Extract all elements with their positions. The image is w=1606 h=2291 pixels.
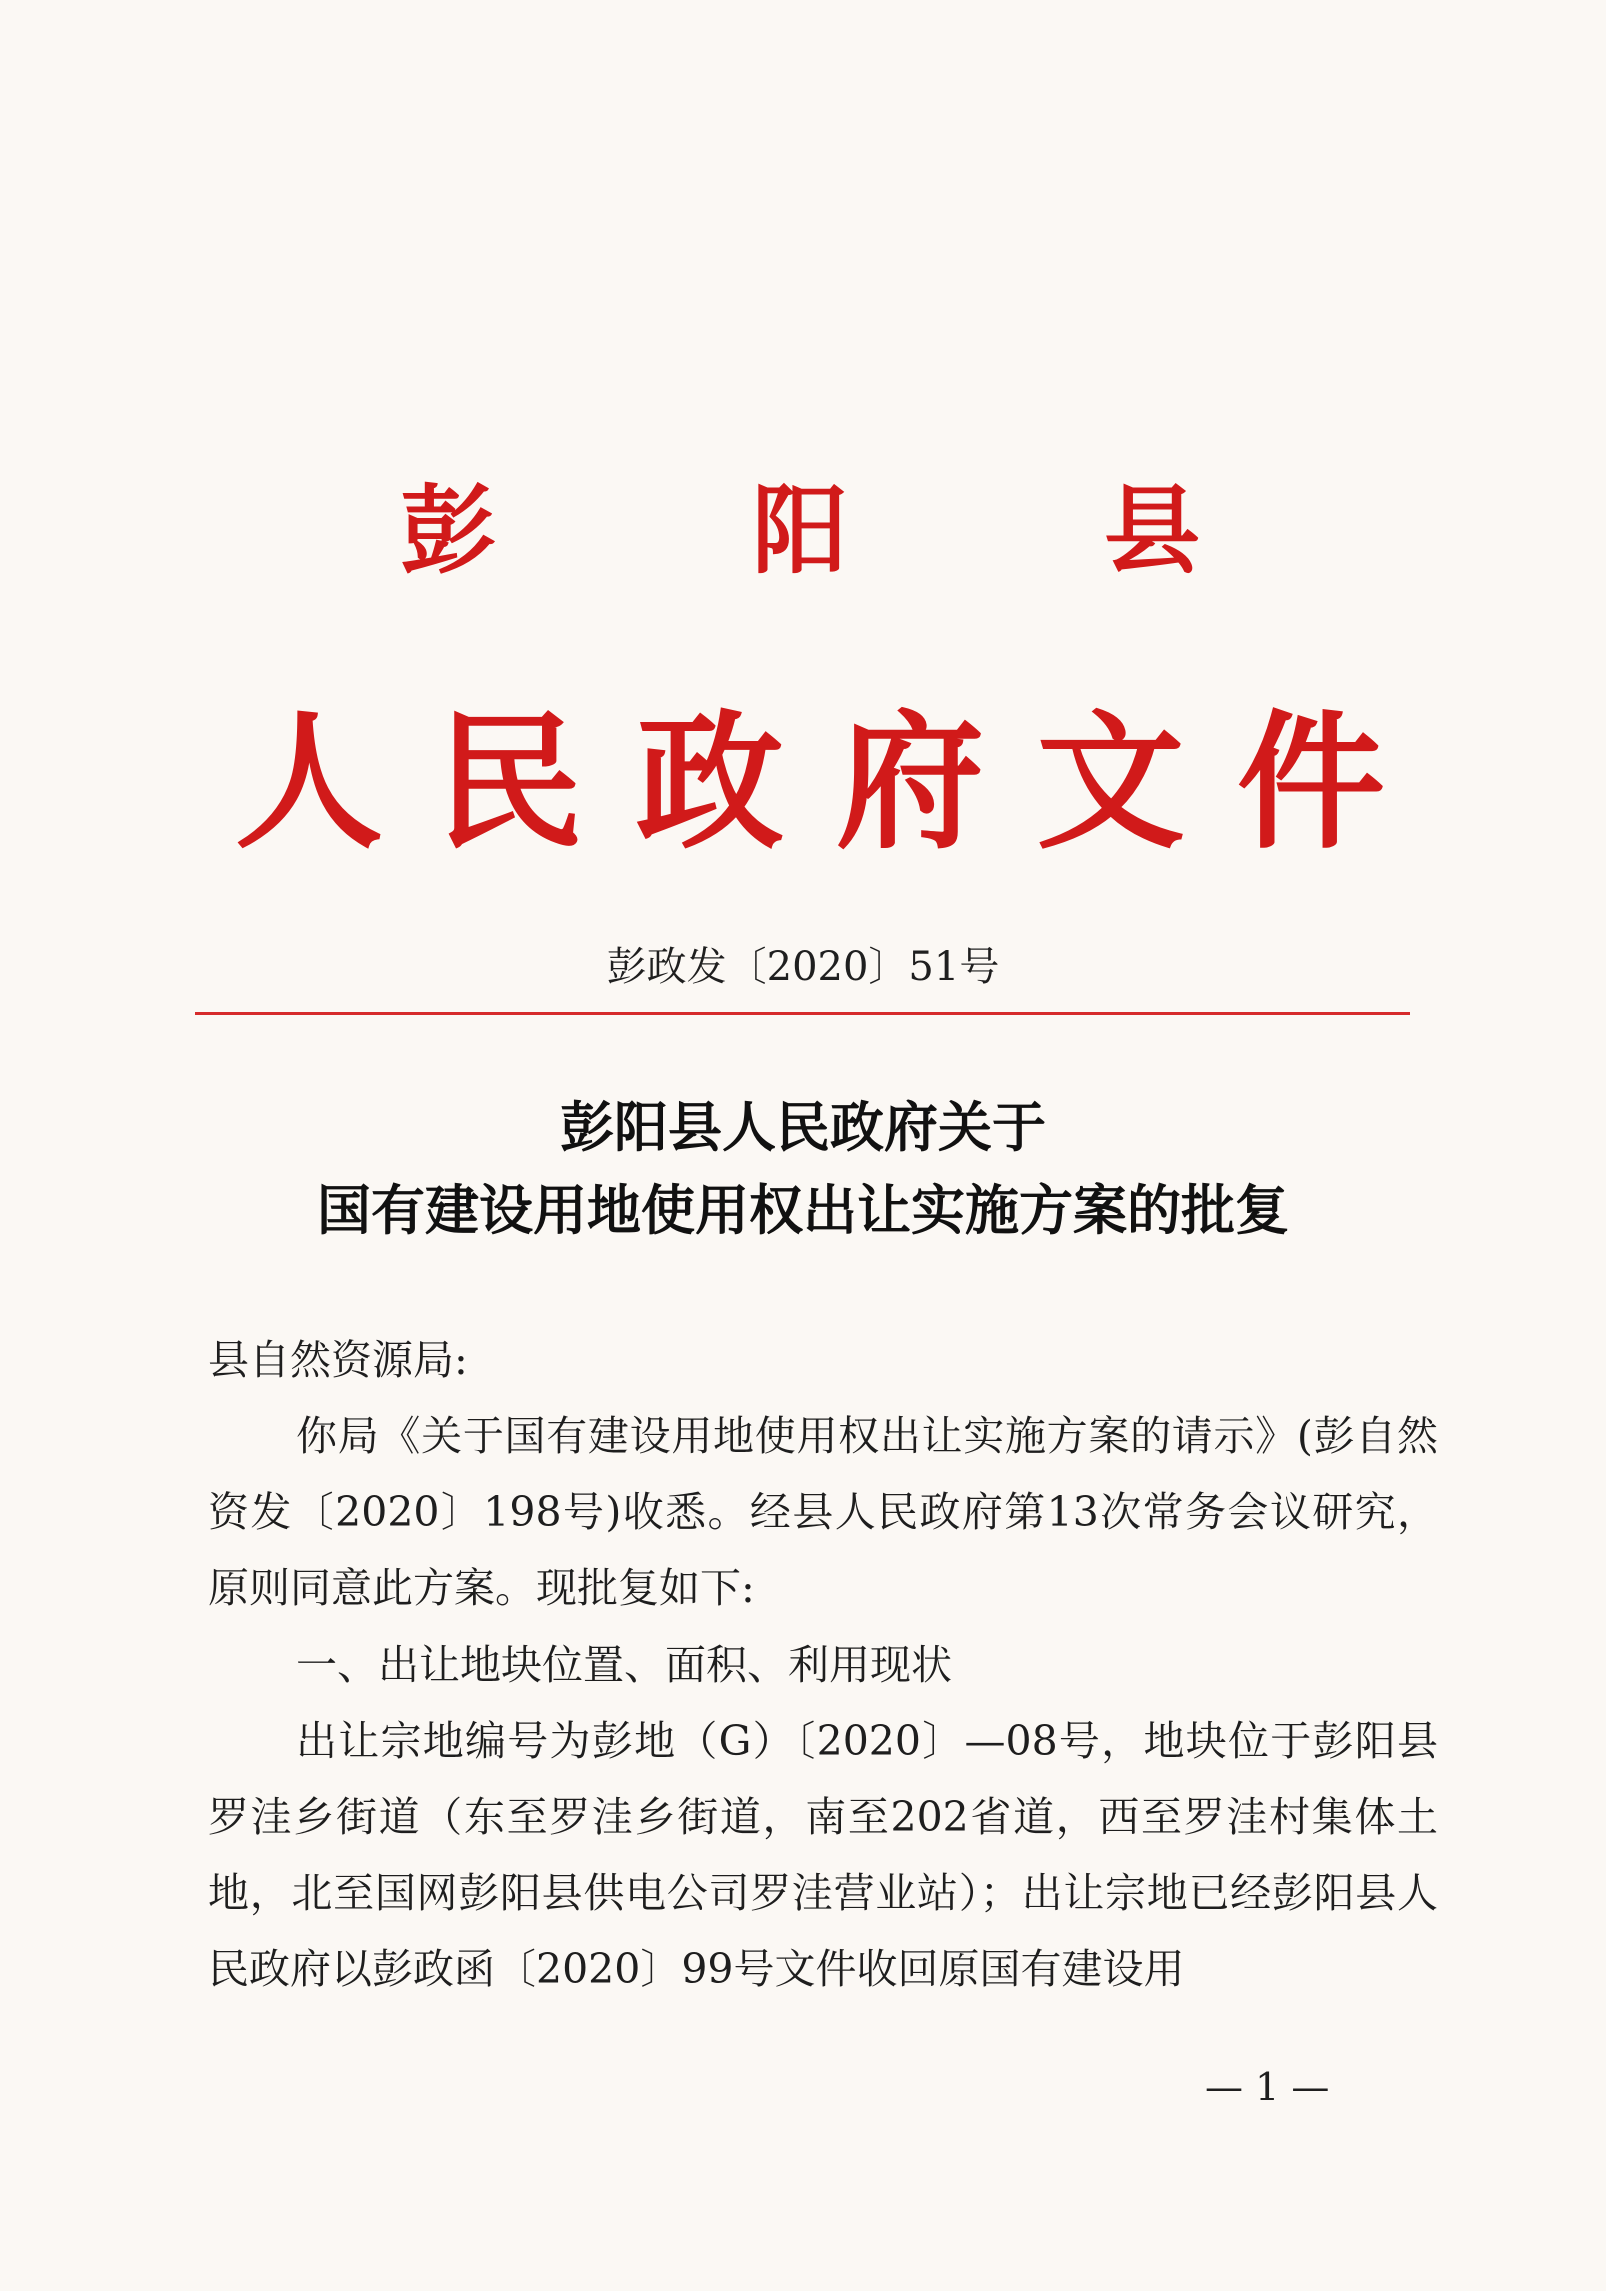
header-title-char: 人: [235, 695, 383, 869]
header-title-char: 件: [1236, 695, 1385, 869]
header-title-char: 政: [635, 695, 784, 869]
section-heading-1: 一、出让地块位置、面积、利用现状: [296, 1641, 952, 1689]
header-county-char: 阳: [752, 474, 848, 587]
red-divider-line: [195, 1012, 1410, 1015]
body-paragraph-1: 你局《关于国有建设用地使用权出让实施方案的请示》(彭自然资发〔2020〕198号)收悉。经县人民政府第13次常务会议研究，原则同意此方案。现批复如下:: [208, 1412, 1438, 1612]
document-number: 彭政发〔2020〕51号: [606, 944, 1000, 990]
document-title-line-2: 国有建设用地使用权出让实施方案的批复: [317, 1179, 1289, 1242]
header-title-char: 府: [836, 695, 985, 869]
page-number: — 1 —: [1205, 2065, 1330, 2109]
header-county-char: 县: [1104, 474, 1200, 587]
header-county-name: [400, 455, 1200, 592]
body-paragraph-2: 出让宗地编号为彭地（G）〔2020〕—08号，地块位于彭阳县罗洼乡街道（东至罗洼乡街道，南至202省道，西至罗洼村集体土地，北至国网彭阳县供电公司罗洼营业站）；出让宗地已经彭阳县人民政府以彭政函〔2020〕99号文件收回原国有建设用: [208, 1717, 1438, 1993]
header-title-char: 文: [1036, 695, 1185, 869]
header-document-title: [235, 665, 1385, 877]
document-title-line-1: 彭阳县人民政府关于: [560, 1096, 1046, 1159]
header-county-char: 彭: [400, 474, 496, 587]
header-title-char: 民: [435, 695, 584, 869]
salutation: 县自然资源局:: [208, 1336, 468, 1384]
